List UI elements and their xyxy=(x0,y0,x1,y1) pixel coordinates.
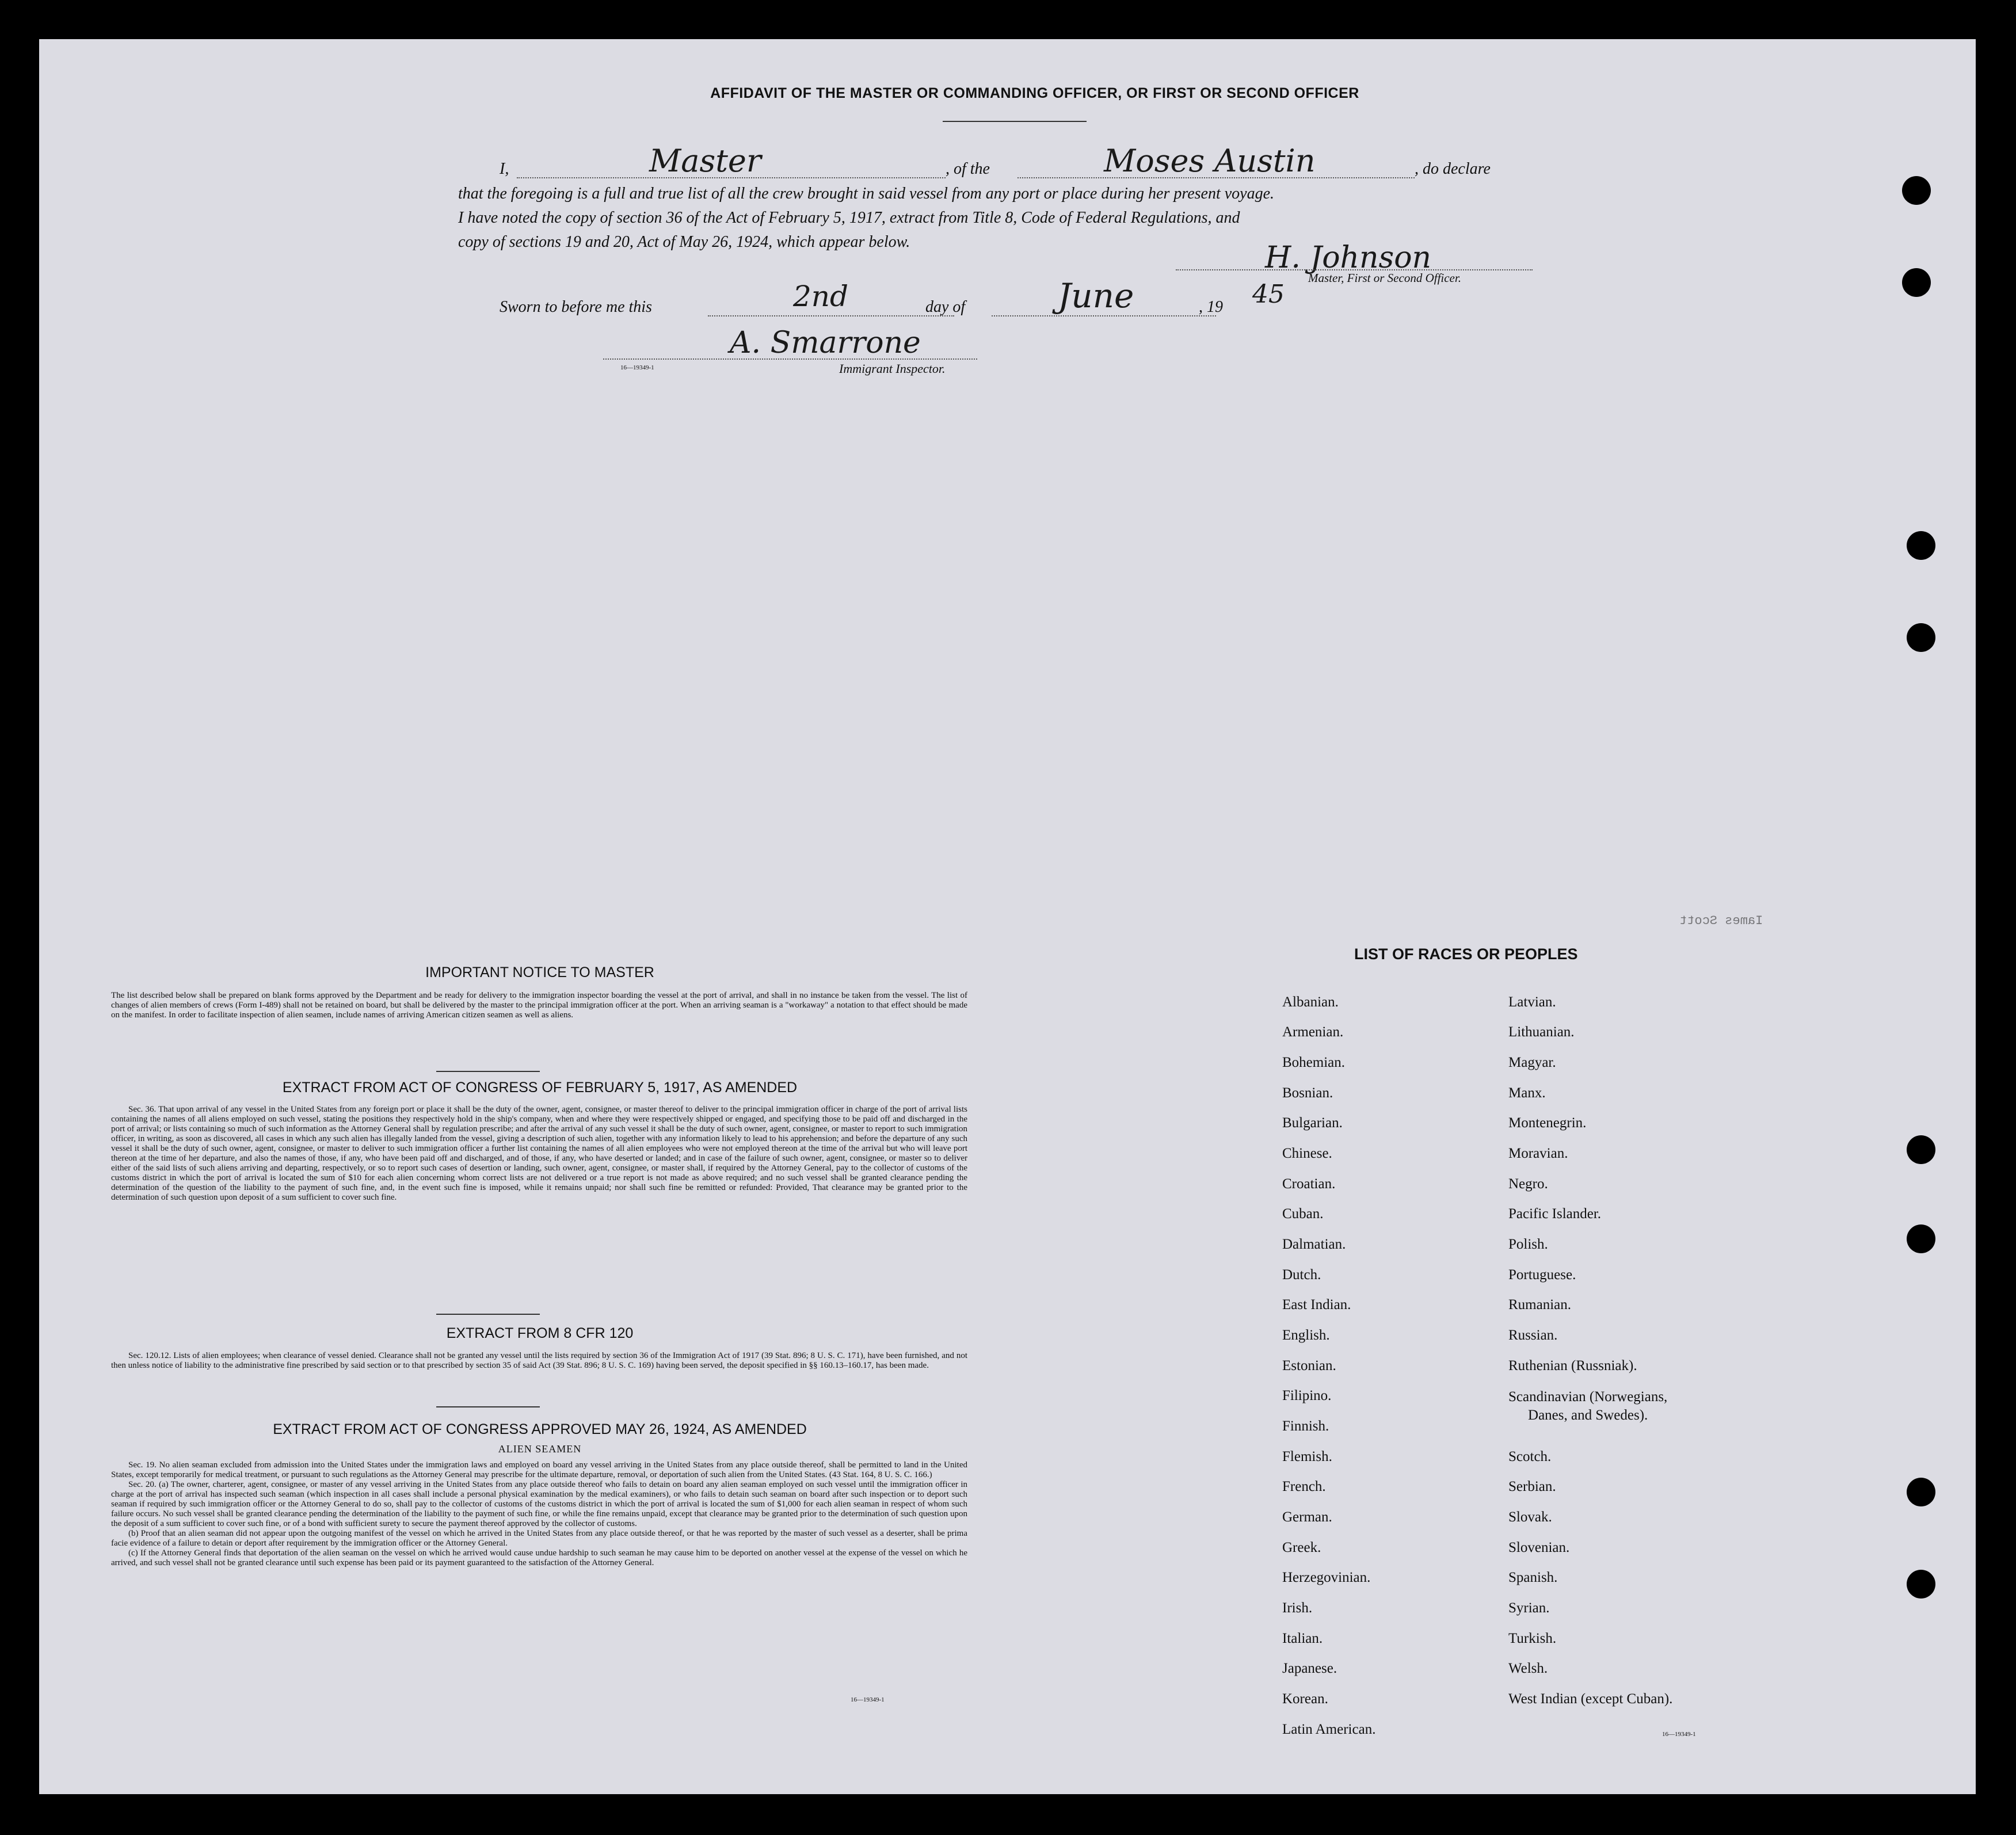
race-right-9: Portuguese. xyxy=(1508,1267,1576,1283)
race-left-13: Filipino. xyxy=(1282,1388,1332,1403)
month-dotted-line xyxy=(992,315,1216,316)
punch-hole xyxy=(1907,623,1935,652)
race-left-0: Albanian. xyxy=(1282,994,1339,1010)
race-right-10: Rumanian. xyxy=(1508,1297,1572,1313)
sworn-day-handwritten: 2nd xyxy=(793,280,849,313)
race-left-16: French. xyxy=(1282,1479,1326,1494)
vessel-name-handwritten: Moses Austin xyxy=(1104,143,1316,179)
affidavit-form-number: 16—19349-1 xyxy=(620,364,654,371)
race-right-2: Magyar. xyxy=(1508,1055,1556,1070)
race-right-16: Slovak. xyxy=(1508,1509,1552,1525)
extract-1924-title: EXTRACT FROM ACT OF CONGRESS APPROVED MAY 26, 1924, AS AMENDED xyxy=(273,1421,807,1437)
sec120-paragraph: Sec. 120.12. Lists of alien employees; when clearance of vessel denied. Clearance shall not be granted any vessel until the lists required by section 36 of the Immigration Act of 1917 (39 Stat. 896; 8 U. S. C. 171), have been furnished, and not then unless notice of liability to the administrative fine prescribed by said section or to that prescribed by section 35 of said Act (39 Stat. 896; 8 U. S. C. 169) having been served, the deposit specified in §§ 160.13–160.17, has been made. xyxy=(111,1351,967,1370)
race-left-10: East Indian. xyxy=(1282,1297,1351,1313)
race-left-19: Herzegovinian. xyxy=(1282,1570,1371,1585)
sec20a-paragraph: Sec. 20. (a) The owner, charterer, agent, consignee, or master of any vessel arriving in the United States from any place outside thereof who fails to detain on board any alien seaman employed on such vessel until the immigration officer in charge at the port of arrival has inspected such seaman (which inspection in all cases shall include a personal physical examination by the medical examiners), or who fails to detain such seaman on board after such inspection or to deport such seaman if required by such immigration officer or the Attorney General to do so, shall pay to the collector of customs of the customs district in which the port of arrival is located the sum of $1,000 for each alien seaman in respect of whom such failure occurs. No such vessel shall be granted clearance pending the determination of the liability to the payment of such fine, or while the fine remains unpaid, except that clearance may be granted prior to the determination of such question upon the deposit of a sum sufficient to cover such fine, or of a bond with sufficient surety to secure the payment thereof approved by the collector of customs. xyxy=(111,1480,967,1528)
day-of-label: day of xyxy=(925,298,966,316)
race-right-15: Serbian. xyxy=(1508,1479,1556,1494)
inspector-dotted-line xyxy=(603,358,977,360)
race-left-12: Estonian. xyxy=(1282,1358,1336,1374)
race-left-15: Flemish. xyxy=(1282,1449,1332,1464)
notice-rule xyxy=(436,1071,540,1072)
race-left-18: Greek. xyxy=(1282,1540,1321,1555)
race-left-20: Irish. xyxy=(1282,1600,1313,1616)
race-left-23: Korean. xyxy=(1282,1691,1328,1707)
sec20c-paragraph: (c) If the Attorney General finds that deportation of the alien seaman on the vessel on which he arrived would cause undue hardship to such seaman he may cause him to be deported on another vessel at the expense of the vessel on which he arrived, and such vessel shall not be granted clearance until such expense has been paid or its payment guaranteed to the satisfaction of the Attorney General. xyxy=(111,1548,967,1567)
races-form-number: 16—19349-1 xyxy=(1662,1731,1696,1738)
race-left-6: Croatian. xyxy=(1282,1176,1336,1192)
punch-hole xyxy=(1902,268,1931,297)
race-left-21: Italian. xyxy=(1282,1631,1323,1646)
extract-8cfr-title: EXTRACT FROM 8 CFR 120 xyxy=(446,1325,634,1341)
race-right-5: Moravian. xyxy=(1508,1146,1568,1161)
race-left-7: Cuban. xyxy=(1282,1206,1324,1222)
extract-1917-rule xyxy=(436,1314,540,1315)
race-left-8: Dalmatian. xyxy=(1282,1237,1346,1252)
race-right-22: West Indian (except Cuban). xyxy=(1508,1691,1673,1707)
race-right-1: Lithuanian. xyxy=(1508,1024,1575,1040)
of-the-label: , of the xyxy=(946,160,990,178)
race-left-24: Latin American. xyxy=(1282,1722,1376,1737)
affidavit-i-label: I, xyxy=(500,160,509,178)
race-left-1: Armenian. xyxy=(1282,1024,1344,1040)
punch-hole xyxy=(1902,176,1931,205)
race-right-6: Negro. xyxy=(1508,1176,1548,1192)
extract-1924-text xyxy=(111,1460,967,1568)
extract-1917-title: EXTRACT FROM ACT OF CONGRESS OF FEBRUARY 5, 1917, AS AMENDED xyxy=(282,1079,798,1096)
do-declare-label: , do declare xyxy=(1415,160,1491,178)
race-right-13: Scandinavian (Norwegians, Danes, and Swedes). xyxy=(1508,1389,1668,1423)
race-left-11: English. xyxy=(1282,1327,1330,1343)
sworn-month-handwritten: June xyxy=(1058,276,1134,315)
punch-hole xyxy=(1907,531,1935,560)
race-right-8: Polish. xyxy=(1508,1237,1548,1252)
race-right-3: Manx. xyxy=(1508,1085,1546,1101)
race-right-12: Ruthenian (Russniak). xyxy=(1508,1358,1637,1374)
punch-hole xyxy=(1907,1135,1935,1164)
sec36-paragraph: Sec. 36. That upon arrival of any vessel in the United States from any foreign port or place it shall be the duty of the owner, agent, consignee, or master thereof to deliver to the principal immigration officer in charge of the port of arrival lists containing the names of all aliens employed on such vessel, stating the positions they respectively hold in the ship's company, when and where they were respectively shipped or engaged, and specifying those to be paid off and discharged in the port of arrival; or lists containing so much of such information as the Attorney General shall by regulation prescribe; and after the arrival of any such vessel it shall be the duty of such owner, agent, consignee, or master to report to such immigration officer, in writing, as soon as discovered, all cases in which any such alien has illegally landed from the vessel, giving a description of such alien, together with any information likely to lead to his apprehension; and before the departure of any such vessel it shall be the duty of such owner, agent, consignee, or master to deliver to such immigration officer a further list containing the names of all alien employees who were not employed thereon at the time of the arrival but who will leave port thereon at the time of her departure, and also the names of those, if any, who have been paid off and discharged, and of those, if any, who have deserted or landed; and in case of the failure of such owner, agent, consignee, or master so to deliver either of the said lists of such aliens arriving and departing, respectively, or so to report such cases of desertion or landing, such owner, agent, consignee, or master shall, if required by the Attorney General, pay to the collector of customs of the customs district in which the port of arrival is located the sum of $10 for each alien concerning whom correct lists are not delivered or a true report is not made as above required; and no such vessel shall be granted clearance pending the determination of the question of the liability to the payment of such fine, and, in the event such fine is imposed, while it remains unpaid; nor shall such fine be remitted or refunded: Provided, That clearance may be granted prior to the determination of such question upon deposit of a sum sufficient to cover such fine. xyxy=(111,1105,967,1202)
race-left-5: Chinese. xyxy=(1282,1146,1332,1161)
affidavit-body-line2: I have noted the copy of section 36 of the Act of February 5, 1917, extract from Title 8, Code of Federal Regulations, and xyxy=(458,209,1240,227)
sec19-paragraph: Sec. 19. No alien seaman excluded from admission into the United States under the immigration laws and employed on board any vessel arriving in the United States from any place outside thereof, shall be permitted to land in the United States, except temporarily for medical treatment, or pursuant to such regulations as the Attorney General may prescribe for the ultimate departure, removal, or deportation of such alien from the United States. (43 Stat. 164, 8 U. S. C. 166.) xyxy=(111,1460,967,1479)
inspector-signature: A. Smarrone xyxy=(730,326,921,360)
race-right-14: Scotch. xyxy=(1508,1449,1552,1464)
race-right-7: Pacific Islander. xyxy=(1508,1206,1602,1222)
alien-seamen-subtitle: ALIEN SEAMEN xyxy=(498,1443,582,1455)
inspector-caption: Immigrant Inspector. xyxy=(839,361,946,376)
extract-form-number: 16—19349-1 xyxy=(851,1696,885,1703)
sec20b-paragraph: (b) Proof that an alien seaman did not appear upon the outgoing manifest of the vessel on which he arrived in the United States from any place outside thereof, or that he was reported by the master of such vessel as a deserter, shall be prima facie evidence of a failure to detain or deport after requirement by the immigration officer or the Attorney General. xyxy=(111,1529,967,1548)
document-page xyxy=(39,39,1976,1794)
race-left-4: Bulgarian. xyxy=(1282,1115,1343,1131)
title-rule xyxy=(943,121,1087,122)
notice-title: IMPORTANT NOTICE TO MASTER xyxy=(425,964,654,981)
extract-1917-text xyxy=(111,1105,967,1203)
year-prefix: , 19 xyxy=(1199,298,1223,316)
race-left-3: Bosnian. xyxy=(1282,1085,1333,1101)
affidavit-body-line1: that the foregoing is a full and true list of all the crew brought in said vessel from any port or place during her present voyage. xyxy=(458,185,1275,203)
year-handwritten: 45 xyxy=(1252,280,1285,309)
master-handwritten: Master xyxy=(649,143,761,179)
notice-paragraph: The list described below shall be prepared on blank forms approved by the Department and be ready for delivery to the immigration inspector boarding the vessel at the port of arrival, and shall in no instance be taken from the vessel. The list of changes of alien members of crews (Form I-489) shall not be retained on board, but shall be delivered by the master to the principal immigration officer at the port. When an arriving seaman is a "workaway" a notation to that effect should be made on the manifest. In order to facilitate inspection of alien seamen, include names of arriving American citizen seamen as well as aliens. xyxy=(111,991,967,1020)
race-right-20: Turkish. xyxy=(1508,1631,1557,1646)
master-signature: H. Johnson xyxy=(1265,241,1432,275)
race-left-17: German. xyxy=(1282,1509,1332,1525)
race-right-0: Latvian. xyxy=(1508,994,1556,1010)
affidavit-title: AFFIDAVIT OF THE MASTER OR COMMANDING OFFICER, OR FIRST OR SECOND OFFICER xyxy=(710,85,1359,101)
punch-hole xyxy=(1907,1224,1935,1253)
extract-8cfr-rule xyxy=(436,1406,540,1407)
day-dotted-line xyxy=(708,315,954,316)
race-right-17: Slovenian. xyxy=(1508,1540,1570,1555)
race-left-9: Dutch. xyxy=(1282,1267,1321,1283)
race-right-11: Russian. xyxy=(1508,1327,1558,1343)
sworn-label: Sworn to before me this xyxy=(500,298,652,316)
race-right-19: Syrian. xyxy=(1508,1600,1550,1616)
punch-hole xyxy=(1907,1478,1935,1506)
notice-text xyxy=(111,991,967,1020)
race-left-22: Japanese. xyxy=(1282,1661,1337,1676)
signature-caption: Master, First or Second Officer. xyxy=(1308,271,1461,285)
signature-dotted-line xyxy=(1176,269,1533,270)
race-right-21: Welsh. xyxy=(1508,1661,1548,1676)
race-right-18: Spanish. xyxy=(1508,1570,1558,1585)
punch-hole xyxy=(1907,1570,1935,1599)
races-title: LIST OF RACES OR PEOPLES xyxy=(1354,945,1578,963)
bleed-through-text: Iames Scott xyxy=(1679,914,1763,928)
affidavit-body-line3: copy of sections 19 and 20, Act of May 26, 1924, which appear below. xyxy=(458,233,910,251)
race-left-14: Finnish. xyxy=(1282,1418,1329,1434)
race-right-4: Montenegrin. xyxy=(1508,1115,1587,1131)
race-left-2: Bohemian. xyxy=(1282,1055,1346,1070)
extract-8cfr-text xyxy=(111,1351,967,1371)
